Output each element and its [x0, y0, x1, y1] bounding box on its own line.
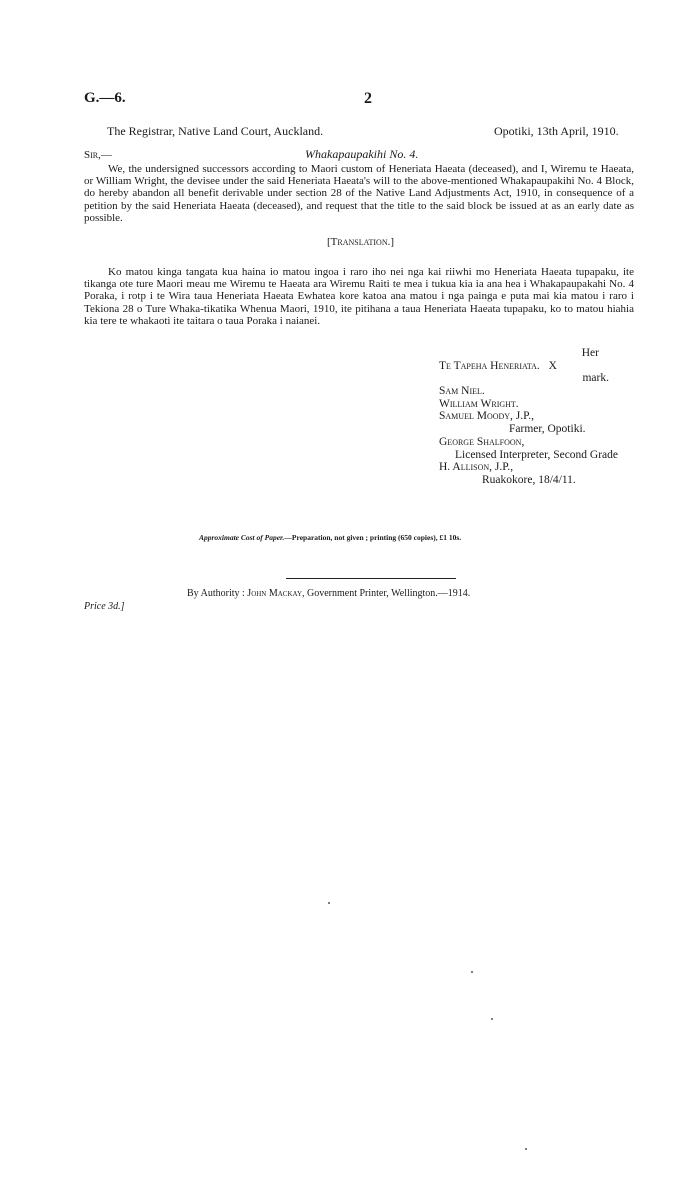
- maori-body-paragraph: Ko matou kinga tangata kua haina io matou ingoa i raro iho nei nga kai riiwhi mo Heneriata Haeata tupapaku, ite tikanga ote ture Maori meau me Wiremu te Haeata ara Wiremu Raiti te mea i tukua kia ia ana hea i Whakapaupakahi No. 4 Poraka, i rotp i te Wira taua Heneriata Haeata Ewhatea kore katoa ana matou i nga painga e puta mai kia matou i raro i Tekiona 28 o Ture Whaka-tikatika Whenua Maori, 1910, ite pitihana a taua Heneriata Haeata tupapaku, ko to matou hiahia kia tere te whakaoti ite taitara o taua Poraka i naianei.: [84, 266, 634, 327]
- translation-heading: [Translation.]: [327, 236, 395, 248]
- scan-speck: [471, 971, 473, 973]
- authority-prefix: By Authority :: [187, 588, 245, 599]
- signatory-place-date: Ruakokore, 18/4/11.: [482, 473, 576, 486]
- signatory-samuel-moody: Samuel Moody, J.P.,: [439, 410, 535, 423]
- signatory-sam-niel: Sam Niel.: [439, 385, 485, 398]
- signature-te-tapeha-line: [439, 360, 639, 373]
- signature-her: Her: [581, 347, 599, 359]
- signatory-occupation: Farmer, Opotiki.: [509, 423, 586, 436]
- english-body-paragraph: We, the undersigned successors according to Maori custom of Heneriata Haeata (deceased), and I, Wiremu te Haeata, or William Wright, the devisee under the said Heneriata Haeata's will to the above-mentioned Whakapaupakihi No. 4 Block, do hereby abandon all benefit derivable under section 28 of the Native Land Adjustments Act, 1910, in consequence of a petition by the said Heneriata Haeata (deceased), and request that the title to the said block be issued at as an early date as possible.: [84, 163, 634, 224]
- cost-note-label: Approximate Cost of Paper.: [199, 533, 285, 542]
- printer-authority: [187, 588, 470, 599]
- printer-name: John Mackay,: [247, 588, 305, 599]
- signatory-william-wright: William Wright.: [439, 397, 519, 410]
- footer-divider: [286, 578, 456, 579]
- document-reference: G.—6.: [84, 90, 126, 106]
- scan-speck: [525, 1148, 527, 1150]
- letter-subject: Whakapaupakihi No. 4.: [305, 147, 419, 161]
- cost-note-text: —Preparation, not given ; printing (650 copies), £1 10s.: [284, 533, 462, 542]
- letter-addressee: The Registrar, Native Land Court, Auckland.: [107, 124, 324, 138]
- page-number: 2: [364, 90, 372, 107]
- authority-suffix: Government Printer, Wellington.—1914.: [307, 588, 471, 599]
- scan-speck: [328, 902, 330, 904]
- price-note: Price 3d.]: [84, 601, 125, 612]
- signatory-te-tapeha: Te Tapeha Heneriata.: [439, 359, 540, 372]
- signatory-george-shalfoon: George Shalfoon,: [439, 435, 525, 448]
- signature-block: [439, 347, 639, 487]
- cost-note: [199, 533, 461, 542]
- signature-mark-label: mark.: [582, 372, 609, 385]
- scan-speck: [491, 1018, 493, 1020]
- signatory-interpreter-title: Licensed Interpreter, Second Grade: [455, 448, 619, 461]
- letter-place-date: Opotiki, 13th April, 1910.: [494, 124, 619, 138]
- signature-mark-x: X: [548, 359, 557, 372]
- signatory-allison: H. Allison, J.P.,: [439, 461, 514, 474]
- letter-salutation: Sir,—: [84, 149, 112, 161]
